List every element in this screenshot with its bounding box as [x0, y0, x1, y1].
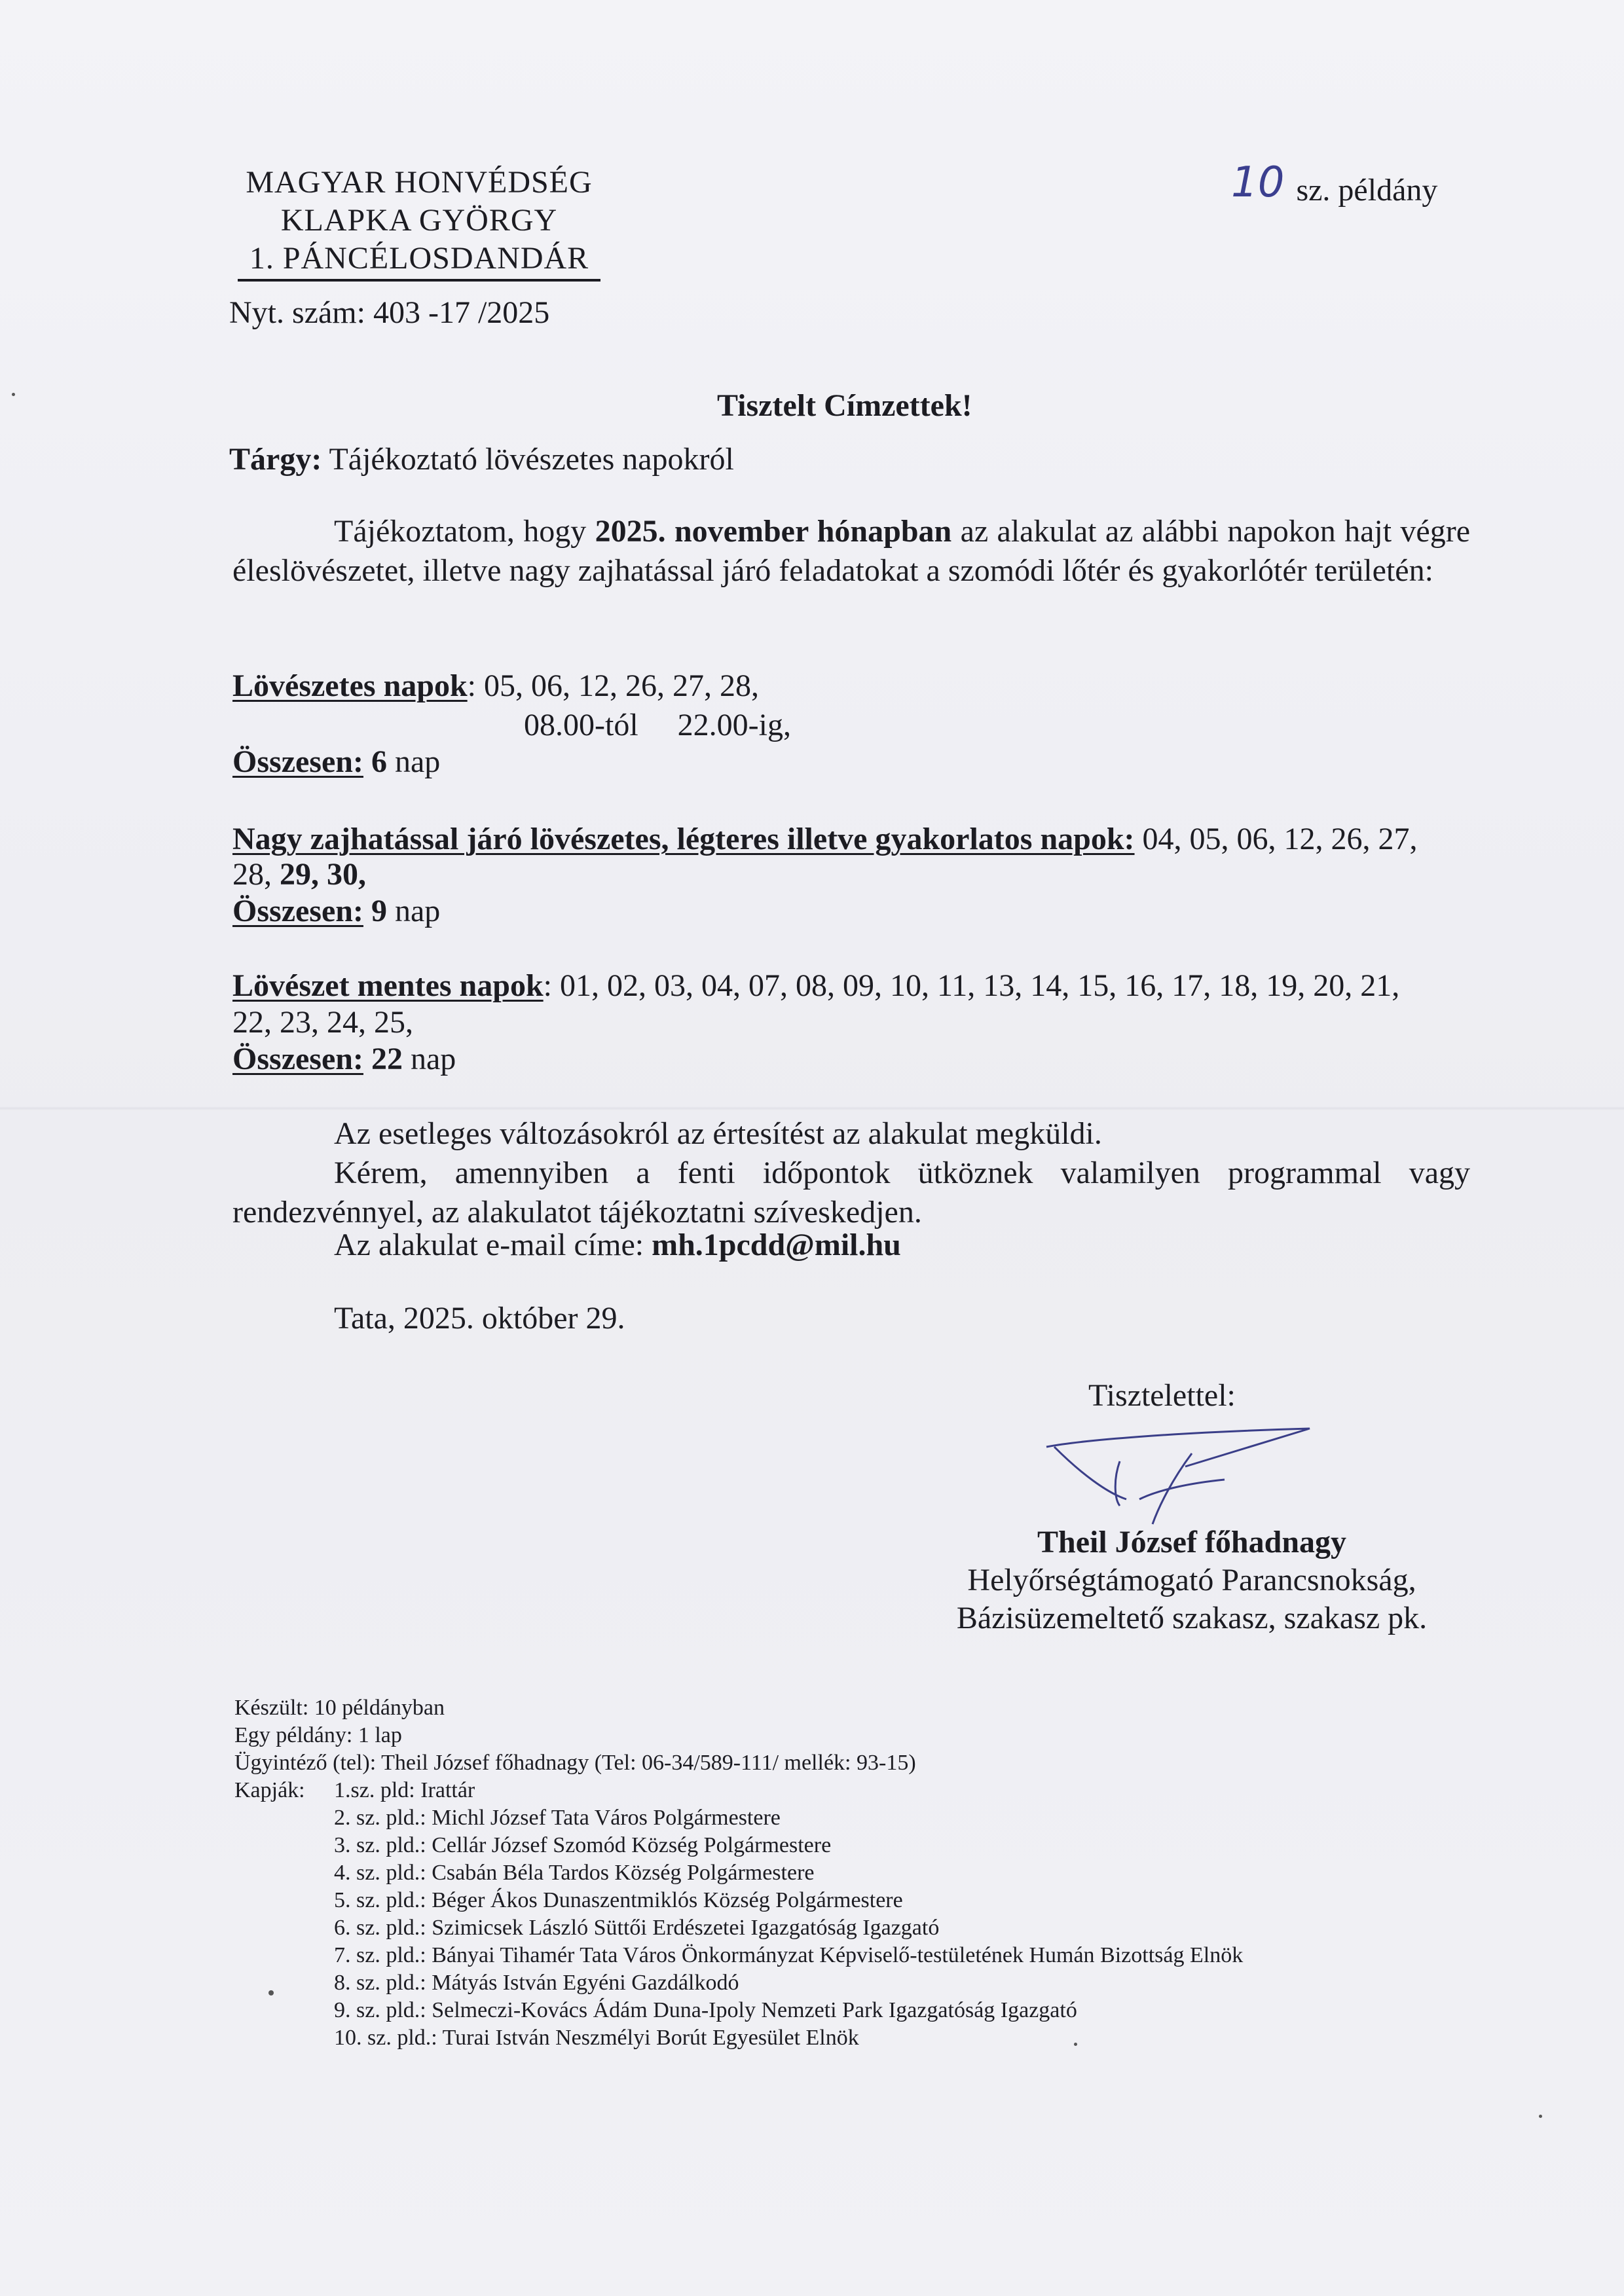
noisy-days-line [232, 820, 1418, 859]
shooting-days-title: Lövészetes napok [232, 668, 468, 703]
intro-month: november hónapban [674, 514, 952, 549]
request-paragraph: Kérem, amennyiben a fenti időpontok ütköznek valamilyen programmal vagy rendezvénnyel, az alakulatot tájékoztatni szíveskedjen. [232, 1156, 1470, 1230]
shooting-hours-from: 08.00-tól [524, 708, 638, 742]
free-days-line [232, 966, 1399, 1006]
noisy-days-list-b: 28, [232, 857, 280, 892]
free-days-list-a: : 01, 02, 03, 04, 07, 08, 09, 10, 11, 13, 14, 15, 16, 17, 18, 19, 20, 21, [543, 968, 1400, 1003]
scan-speck [268, 1990, 274, 1995]
scan-speck [1539, 2115, 1542, 2118]
copy-label: sz. példány [1296, 173, 1438, 208]
organization-header [229, 164, 609, 282]
footer-clerk: Ügyintéző (tel): Theil József főhadnagy (Tel: 06-34/589-111/ mellék: 93-15) [234, 1751, 916, 1775]
shooting-days-line [232, 666, 759, 706]
footer-one-copy: Egy példány: 1 lap [234, 1723, 402, 1747]
handwritten-signature [1041, 1427, 1329, 1525]
email-label: Az alakulat e-mail címe: [334, 1228, 652, 1262]
intro-paragraph: Tájékoztatom, hogy 2025. november hónapban az alakulat az alábbi napokon hajt végre éleslövészetet, illetve nagy zajhatással járó feladatokat a szomódi lőtér és gyakorlótér területén: [232, 514, 1471, 588]
free-days-total: Összesen: 22 nap [232, 1042, 456, 1076]
salutation: Tisztelt Címzettek! [717, 388, 972, 423]
shooting-hours-to: 22.00-ig, [677, 708, 791, 742]
email-address: mh.1pcdd@mil.hu [652, 1228, 901, 1262]
greeting: Tisztelettel: [1088, 1378, 1236, 1413]
intro-year: 2025. [595, 514, 666, 549]
signer-name: Theil József főhadnagy [1037, 1525, 1347, 1559]
email-line [334, 1226, 901, 1265]
shooting-hours [524, 706, 791, 745]
recipient-item: 8. sz. pld.: Mátyás István Egyéni Gazdálkodó [334, 1971, 739, 1995]
footer-recipients-label: Kapják: [234, 1778, 305, 1802]
subject-text: Tájékoztató lövészetes napokról [322, 442, 734, 477]
signer-unit: Helyőrségtámogató Parancsnokság, [967, 1563, 1416, 1597]
copy-number [1231, 158, 1438, 211]
footer-made: Készült: 10 példányban [234, 1696, 445, 1720]
place-date: Tata, 2025. október 29. [334, 1301, 625, 1336]
scan-speck [1074, 2043, 1077, 2046]
changes-notice: Az esetleges változásokról az értesítést az alakulat megküldi. [334, 1116, 1102, 1151]
shooting-days-total: Összesen: 6 nap [232, 744, 441, 779]
noisy-days-list-bold: 29, 30, [280, 857, 366, 892]
free-days-line-2: 22, 23, 24, 25, [232, 1005, 413, 1040]
subject-label: Tárgy: [229, 442, 322, 477]
signer-role: Bázisüzemeltető szakasz, szakasz pk. [956, 1601, 1428, 1635]
reference-number: Nyt. szám: 403 -17 /2025 [229, 295, 550, 330]
recipient-item: 2. sz. pld.: Michl József Tata Város Polgármestere [334, 1806, 781, 1830]
org-name-line-1: MAGYAR HONVÉDSÉG [246, 165, 593, 200]
recipient-item: 4. sz. pld.: Csabán Béla Tardos Község Polgármestere [334, 1861, 815, 1885]
handwritten-copy-number: 10 [1231, 158, 1285, 207]
shooting-days-list: : 05, 06, 12, 26, 27, 28, [467, 668, 760, 703]
recipient-item: 1.sz. pld: Irattár [334, 1778, 475, 1802]
free-days-title: Lövészet mentes napok [232, 968, 544, 1003]
scan-speck [12, 393, 15, 396]
org-name-line-3: 1. PÁNCÉLOSDANDÁR [238, 240, 600, 282]
recipient-item: 3. sz. pld.: Cellár József Szomód Község Polgármestere [334, 1833, 832, 1857]
noisy-days-total: Összesen: 9 nap [232, 894, 441, 928]
recipient-item: 9. sz. pld.: Selmeczi-Kovács Ádám Duna-Ipoly Nemzeti Park Igazgatóság Igazgató [334, 1998, 1077, 2022]
noisy-days-line-2 [232, 855, 366, 894]
noisy-days-title: Nagy zajhatással járó lövészetes, légteres illetve gyakorlatos napok: [232, 822, 1135, 856]
recipient-item: 10. sz. pld.: Turai István Neszmélyi Borút Egyesület Elnök [334, 2026, 859, 2050]
noisy-days-list-a: 04, 05, 06, 12, 26, 27, [1134, 822, 1418, 856]
org-name-line-2: KLAPKA GYÖRGY [280, 203, 558, 238]
recipient-item: 7. sz. pld.: Bányai Tihamér Tata Város Önkormányzat Képviselő-testületének Humán Bizottság Elnök [334, 1943, 1244, 1967]
paper-fold-line [0, 1106, 1624, 1110]
subject-line [229, 440, 734, 479]
recipient-item: 5. sz. pld.: Béger Ákos Dunaszentmiklós Község Polgármestere [334, 1888, 903, 1912]
recipient-item: 6. sz. pld.: Szimicsek László Süttői Erdészetei Igazgatóság Igazgató [334, 1916, 940, 1940]
